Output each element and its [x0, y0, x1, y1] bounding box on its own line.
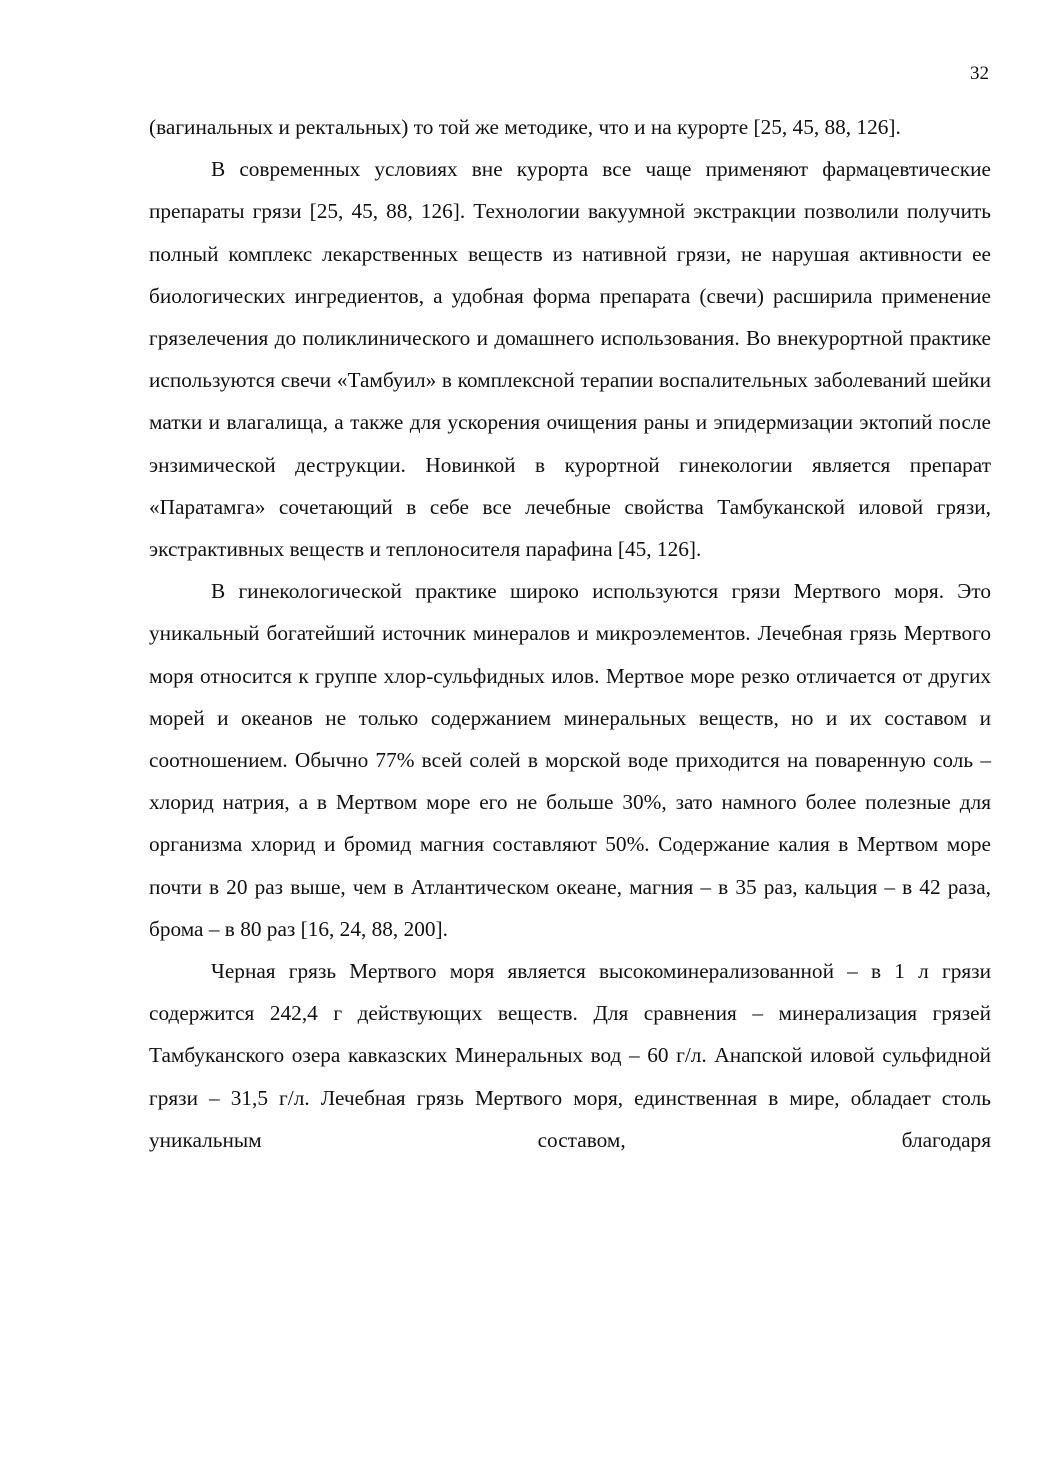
body-text: [149, 106, 991, 1161]
paragraph-dead-sea-mud: В гинекологической практике широко используются грязи Мертвого моря. Это уникальный богатейший источник минералов и микроэлементов. Лечебная грязь Мертвого моря относится к группе хлор-сульфидных илов. Мертвое море резко отличается от других морей и океанов не только содержанием минеральных веществ, но и их составом и соотношением. Обычно 77% всей солей в морской воде приходится на поваренную соль – хлорид натрия, а в Мертвом море его не больше 30%, зато намного более полезные для организма хлорид и бромид магния составляют 50%. Содержание калия в Мертвом море почти в 20 раз выше, чем в Атлантическом океане, магния – в 35 раз, кальция – в 42 раза, брома – в 80 раз [16, 24, 88, 200].: [149, 579, 991, 941]
page-number: 32: [970, 63, 989, 84]
paragraph-continuation: (вагинальных и ректальных) то той же методике, что и на курорте [25, 45, 88, 126].: [149, 115, 901, 139]
paragraph-pharmaceutical-mud: В современных условиях вне курорта все чаще применяют фармацевтические препараты грязи [25, 45, 88, 126]. Технологии вакуумной экстракции позволили получить полный комплекс лекарственных веществ из нативной грязи, не нарушая активности ее биологических ингредиентов, а удобная форма препарата (свечи) расширила применение грязелечения до поликлинического и домашнего использования. Во внекурортной практике используются свечи «Тамбуил» в комплексной терапии воспалительных заболеваний шейки матки и влагалища, а также для ускорения очищения раны и эпидермизации эктопий после энзимической деструкции. Новинкой в курортной гинекологии является препарат «Паратамга» сочетающий в себе все лечебные свойства Тамбуканской иловой грязи, экстрактивных веществ и теплоносителя парафина [45, 126].: [149, 157, 991, 562]
paragraph-black-mud: Черная грязь Мертвого моря является высокоминерализованной – в 1 л грязи содержится 242,4 г действующих веществ. Для сравнения – минерализация грязей Тамбуканского озера кавказских Минеральных вод – 60 г/л. Анапской иловой сульфидной грязи – 31,5 г/л. Лечебная грязь Мертвого моря, единственная в мире, обладает столь уникальным составом, благодаря: [149, 959, 991, 1152]
